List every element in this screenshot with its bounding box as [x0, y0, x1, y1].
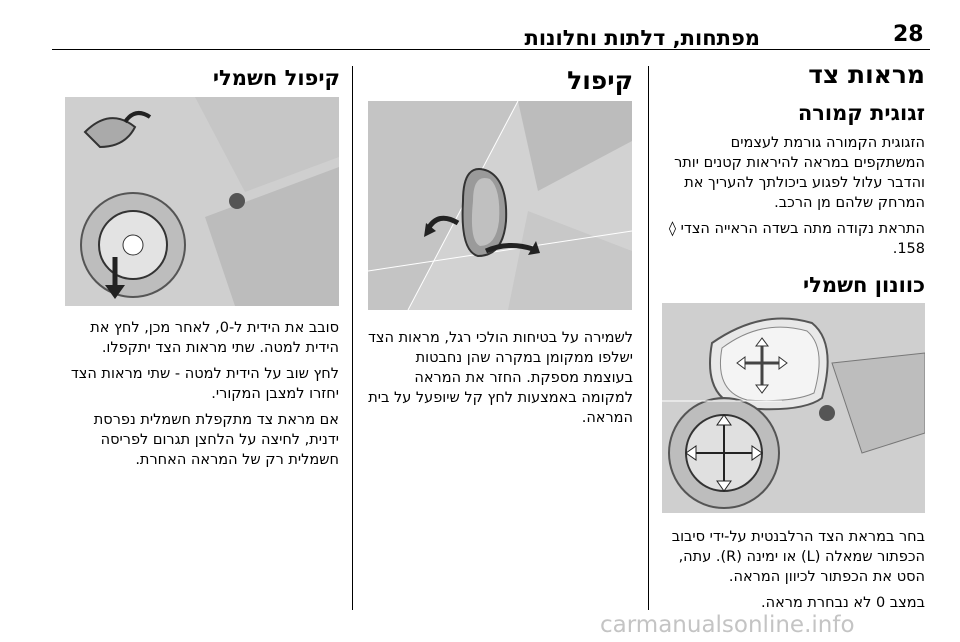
mirror-adjust-svg	[662, 303, 925, 513]
subheading-convex-glass: זגוגית קמורה	[797, 101, 925, 125]
paragraph: אם מראת צד מתקפלת חשמלית נפרסת ידנית, לחיצה על הלחצן תגרום לפריסה חשמלית רק של המראה האחרת.	[93, 412, 339, 468]
paragraph: סובב את הידית ל-0, לאחר מכן, לחץ את הידית למטה. שתי מראות הצד יתקפלו.	[90, 320, 339, 356]
mirror-fold-svg	[368, 101, 632, 310]
page-number: 28	[893, 22, 924, 47]
electric-adjust-text	[661, 527, 925, 619]
convex-text	[661, 133, 925, 259]
left-column	[65, 66, 340, 90]
paragraph: לשמירה על בטיחות הולכי רגל, מראות הצד ישלפו ממקומן במקרה שהן נחבטות בעוצמת מספקת. החזר את המראה למקומה באמצעות לחץ קל שיופעל על בית המראה.	[367, 330, 633, 426]
paragraph: הזגוגית הקמורה גורמת לעצמים המשתקפים במראה להיראות קטנים יותר והדבר עלול לפגוע ביכולתך להעריך את המרחק שלהם מן הרכב.	[674, 135, 925, 211]
paragraph: בחר במראת הצד הרלבנטית על-ידי סיבוב הכפתור שמאלה (L) או ימינה (R). עתה, הסט את הכפתור לכיוון המראה.	[671, 529, 925, 585]
folding-text	[365, 328, 633, 434]
paragraph: התראת נקודה מתה בשדה הראייה הצדי ◊ 158.	[668, 221, 925, 257]
section-heading-folding: קיפול	[567, 66, 633, 95]
page-title: מפתחות, דלתות וחלונות	[524, 26, 760, 50]
header-rule	[52, 49, 930, 50]
column-divider-right	[648, 66, 649, 610]
electric-fold-svg	[65, 97, 339, 306]
paragraph: לחץ שוב על הידית למטה - שתי מראות הצד יחזרו למצבן המקורי.	[70, 366, 339, 402]
mirror-adjust-illustration	[662, 303, 925, 513]
column-divider-left	[352, 66, 353, 610]
subheading-electric-adjust: כוונון חשמלי	[803, 273, 925, 297]
paragraph: במצב 0 לא נבחרת מראה.	[760, 595, 925, 611]
middle-column	[365, 66, 633, 95]
mirror-fold-illustration	[368, 101, 632, 310]
right-column	[661, 60, 925, 297]
section-heading-side-mirrors: מראות צד	[808, 60, 925, 89]
electric-fold-illustration	[65, 97, 339, 306]
section-heading-electric-folding: קיפול חשמלי	[212, 66, 340, 90]
electric-folding-text	[65, 318, 339, 476]
watermark-text: carmanualsonline.info	[600, 612, 855, 638]
